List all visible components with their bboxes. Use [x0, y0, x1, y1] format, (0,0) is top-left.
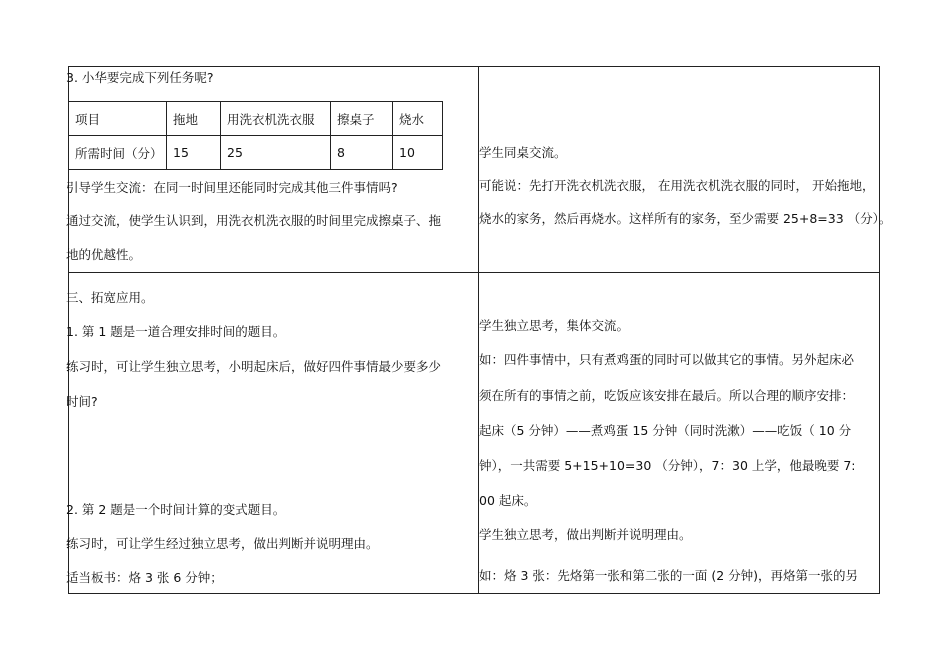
possible-answer-line: 烧水的家务，然后再烧水。这样所有的家务，至少需要 25+8=33 （分）。: [479, 211, 892, 226]
table-cell: 所需时间（分）: [69, 136, 167, 170]
table-cell: 烧水: [393, 102, 443, 136]
table-cell: 擦桌子: [331, 102, 393, 136]
board-note: 适当板书：烙 3 张 6 分钟；: [66, 570, 223, 585]
section-heading: 三、拓宽应用。: [66, 290, 154, 305]
table-cell: 25: [221, 136, 331, 170]
answer-line: 起床（5 分钟）——煮鸡蛋 15 分钟（同时洗漱）——吃饭（ 10 分: [479, 423, 852, 438]
practice-line: 练习时，可让学生经过独立思考，做出判断并说明理由。: [66, 536, 379, 551]
answer-line: 如：四件事情中，只有煮鸡蛋的同时可以做其它的事情。另外起床必: [479, 352, 855, 367]
question-1-title: 1. 第 1 题是一道合理安排时间的题目。: [66, 324, 286, 339]
table-cell: 10: [393, 136, 443, 170]
practice-line: 练习时，可让学生独立思考，小明起床后，做好四件事情最少要多少: [66, 359, 442, 374]
possible-answer-line: 可能说：先打开洗衣机洗衣服， 在用洗衣机洗衣服的同时， 开始拖地，: [479, 178, 875, 193]
summary-line: 通过交流，使学生认识到，用洗衣机洗衣服的时间里完成擦桌子、拖: [66, 213, 442, 228]
question-2-title: 2. 第 2 题是一个时间计算的变式题目。: [66, 502, 286, 517]
guide-text: 引导学生交流：在同一时间里还能同时完成其他三件事情吗?: [66, 180, 398, 195]
student-activity: 学生独立思考，做出判断并说明理由。: [479, 527, 692, 542]
answer-line: 钟），一共需要 5+15+10=30 （分钟），7：30 上学，他最晚要 7:: [479, 458, 856, 473]
practice-line: 时间?: [66, 394, 98, 409]
table-cell: 用洗衣机洗衣服: [221, 102, 331, 136]
table-cell: 8: [331, 136, 393, 170]
table-cell: 拖地: [167, 102, 221, 136]
question-3: 3. 小华要完成下列任务呢?: [66, 70, 214, 85]
student-activity: 学生同桌交流。: [479, 145, 567, 160]
table-row: [69, 102, 443, 136]
table-cell: 15: [167, 136, 221, 170]
row-divider: [68, 272, 880, 273]
answer-line: 须在所有的事情之前，吃饭应该安排在最后。所以合理的顺序安排：: [479, 388, 855, 403]
table-row: [69, 136, 443, 170]
answer-line: 如：烙 3 张：先烙第一张和第二张的一面 (2 分钟)，再烙第一张的另: [479, 568, 859, 583]
table-cell: 项目: [69, 102, 167, 136]
summary-line: 地的优越性。: [66, 247, 142, 262]
answer-line: 00 起床。: [479, 493, 537, 508]
student-activity: 学生独立思考，集体交流。: [479, 318, 630, 333]
task-time-table: [68, 101, 443, 170]
